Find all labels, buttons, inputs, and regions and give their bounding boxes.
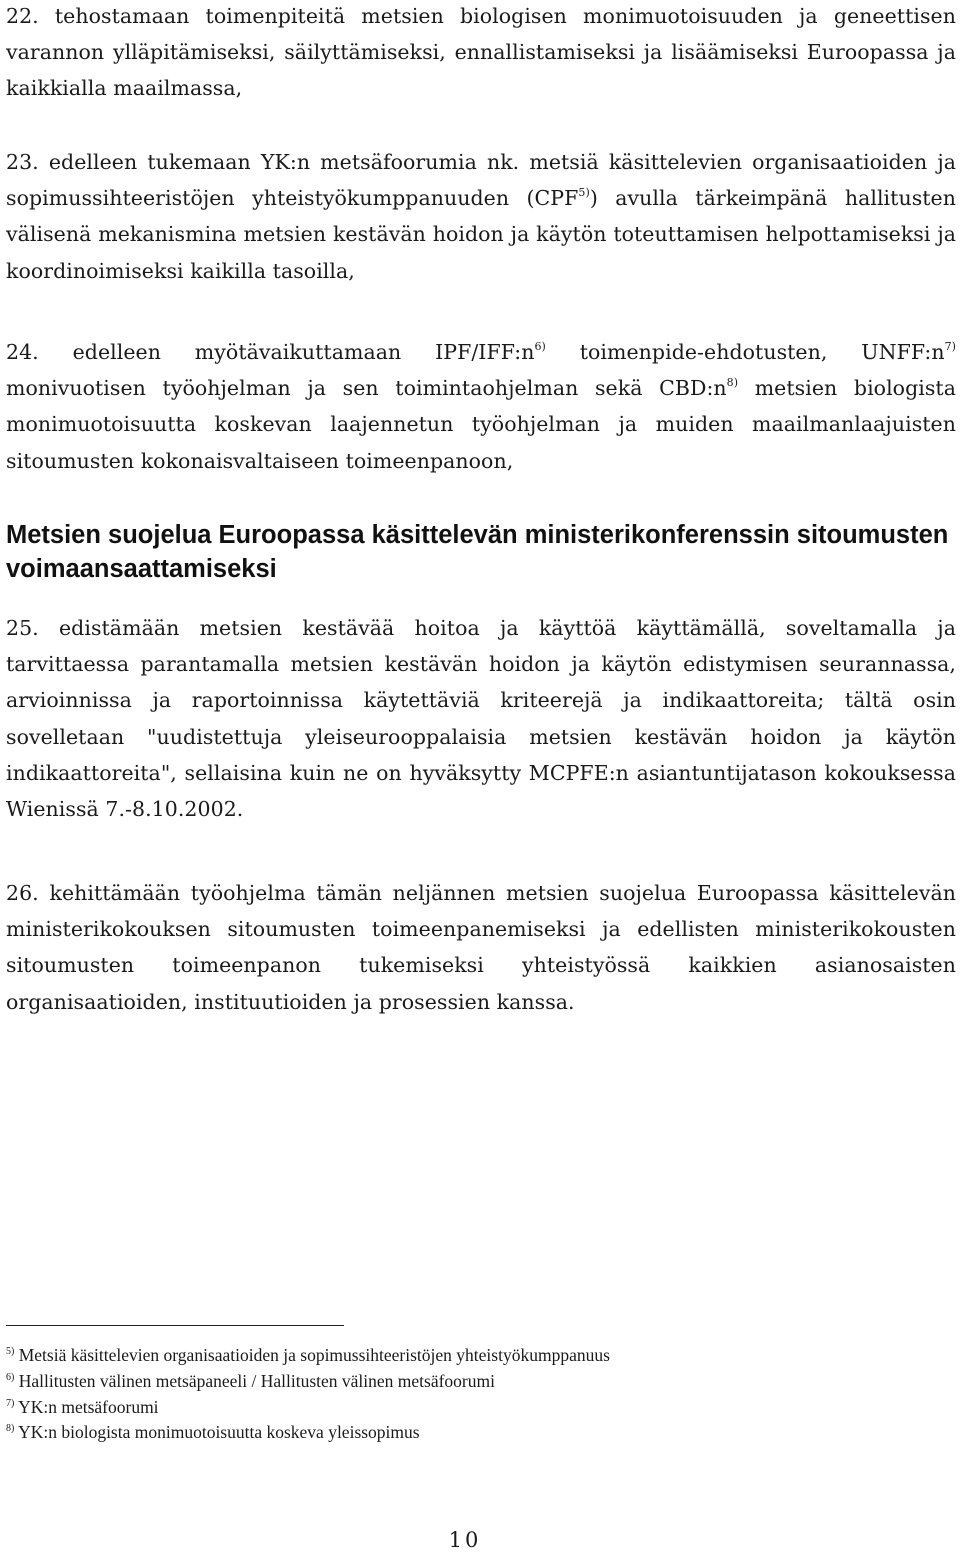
section-heading: Metsien suojelua Euroopassa käsittelevän ministerikonferenssin sitoumusten voimaansaattamiseksi <box>6 521 949 583</box>
footnote-8 <box>6 1420 936 1446</box>
footnote-ref-8: 8) <box>726 376 739 390</box>
footnote-5 <box>6 1343 936 1369</box>
footnote-ref-5: 5) <box>578 186 590 200</box>
footnote-text: Hallitusten välinen metsäpaneeli / Hallitusten välinen metsäfoorumi <box>18 1370 495 1391</box>
footnote-ref-7: 7) <box>944 340 956 353</box>
paragraph-23 <box>6 144 956 289</box>
paragraph-text: edelleen tukemaan YK:n metsäfoorumia nk. metsiä käsittelevien organisaatioiden ja sopimussihteeristöjen yhteistyökumppanuuden (CPF <box>6 150 956 211</box>
paragraph-24 <box>6 334 956 479</box>
paragraph-number: 25. <box>6 616 39 640</box>
page-number: 10 <box>448 1528 482 1552</box>
paragraph-text: metsien biologista monimuotoisuutta koskevan laajennetun työohjelman ja muiden maailmanlaajuisten sitoumusten kokonaisvaltaiseen toimeenpanoon, <box>6 376 956 473</box>
paragraph-text: kehittämään työohjelma tämän neljännen metsien suojelua Euroopassa käsittelevän ministerikokouksen sitoumusten toimeenpanemiseksi ja edellisten ministerikokousten sitoumusten toimeenpanon tukemiseksi yhteistyössä kaikkien asianosaisten organisaatioiden, instituutioiden ja prosessien kanssa. <box>6 881 956 1014</box>
paragraph-text: tehostamaan toimenpiteitä metsien biologisen monimuotoisuuden ja geneettisen varannon ylläpitämiseksi, säilyttämiseksi, ennallistamiseksi ja lisäämiseksi Euroopassa ja kaikkialla maailmassa, <box>6 4 956 101</box>
footnote-mark: 5) <box>6 1346 15 1357</box>
paragraph-26 <box>6 875 956 1020</box>
footnote-7 <box>6 1395 936 1421</box>
paragraph-number: 22. <box>6 4 39 28</box>
paragraph-text: edelleen myötävaikuttamaan IPF/IFF:n <box>72 340 535 364</box>
footnote-ref-6: 6) <box>534 340 546 353</box>
footnote-6 <box>6 1369 936 1395</box>
footnote-mark: 7) <box>6 1397 15 1409</box>
paragraph-text: monivuotisen työohjelman ja sen toimintaohjelman sekä CBD:n <box>6 376 727 401</box>
paragraph-text: ) avulla tärkeimpänä hallitusten välisenä mekanismina metsien kestävän hoidon ja käytön toteuttamisen helpottamiseksi ja koordinoimiseksi kaikilla tasoilla, <box>6 186 956 283</box>
paragraph-text: toimenpide-ehdotusten, UNFF:n <box>545 340 945 364</box>
footnote-mark: 6) <box>6 1371 15 1383</box>
footnote-text: Metsiä käsittelevien organisaatioiden ja sopimussihteeristöjen yhteistyökumppanuus <box>18 1345 610 1365</box>
paragraph-number: 24. <box>6 340 39 364</box>
footnote-text: YK:n biologista monimuotoisuutta koskeva yleissopimus <box>18 1422 420 1443</box>
footnote-divider <box>6 1325 344 1326</box>
paragraph-number: 23. <box>6 150 39 174</box>
footnote-text: YK:n metsäfoorumi <box>18 1396 159 1417</box>
paragraph-text: edistämään metsien kestävää hoitoa ja käyttöä käyttämällä, soveltamalla ja tarvittaessa parantamalla metsien kestävän hoidon ja käytön edistymisen seurannassa, arvioinnissa ja raportoinnissa käytettäviä kriteerejä ja indikaattoreita; tältä osin sovelletaan "uudistettuja yleiseurooppalaisia metsien kestävän hoidon ja käytön indikaattoreita", sellaisina kuin ne on hyväksytty MCPFE:n asiantuntijatason kokouksessa Wienissä 7.-8.10.2002. <box>6 616 956 822</box>
paragraph-25 <box>6 610 956 827</box>
paragraph-number: 26. <box>6 881 39 905</box>
footnotes <box>6 1343 936 1446</box>
footnote-mark: 8) <box>6 1423 15 1435</box>
paragraph-22 <box>6 0 956 107</box>
